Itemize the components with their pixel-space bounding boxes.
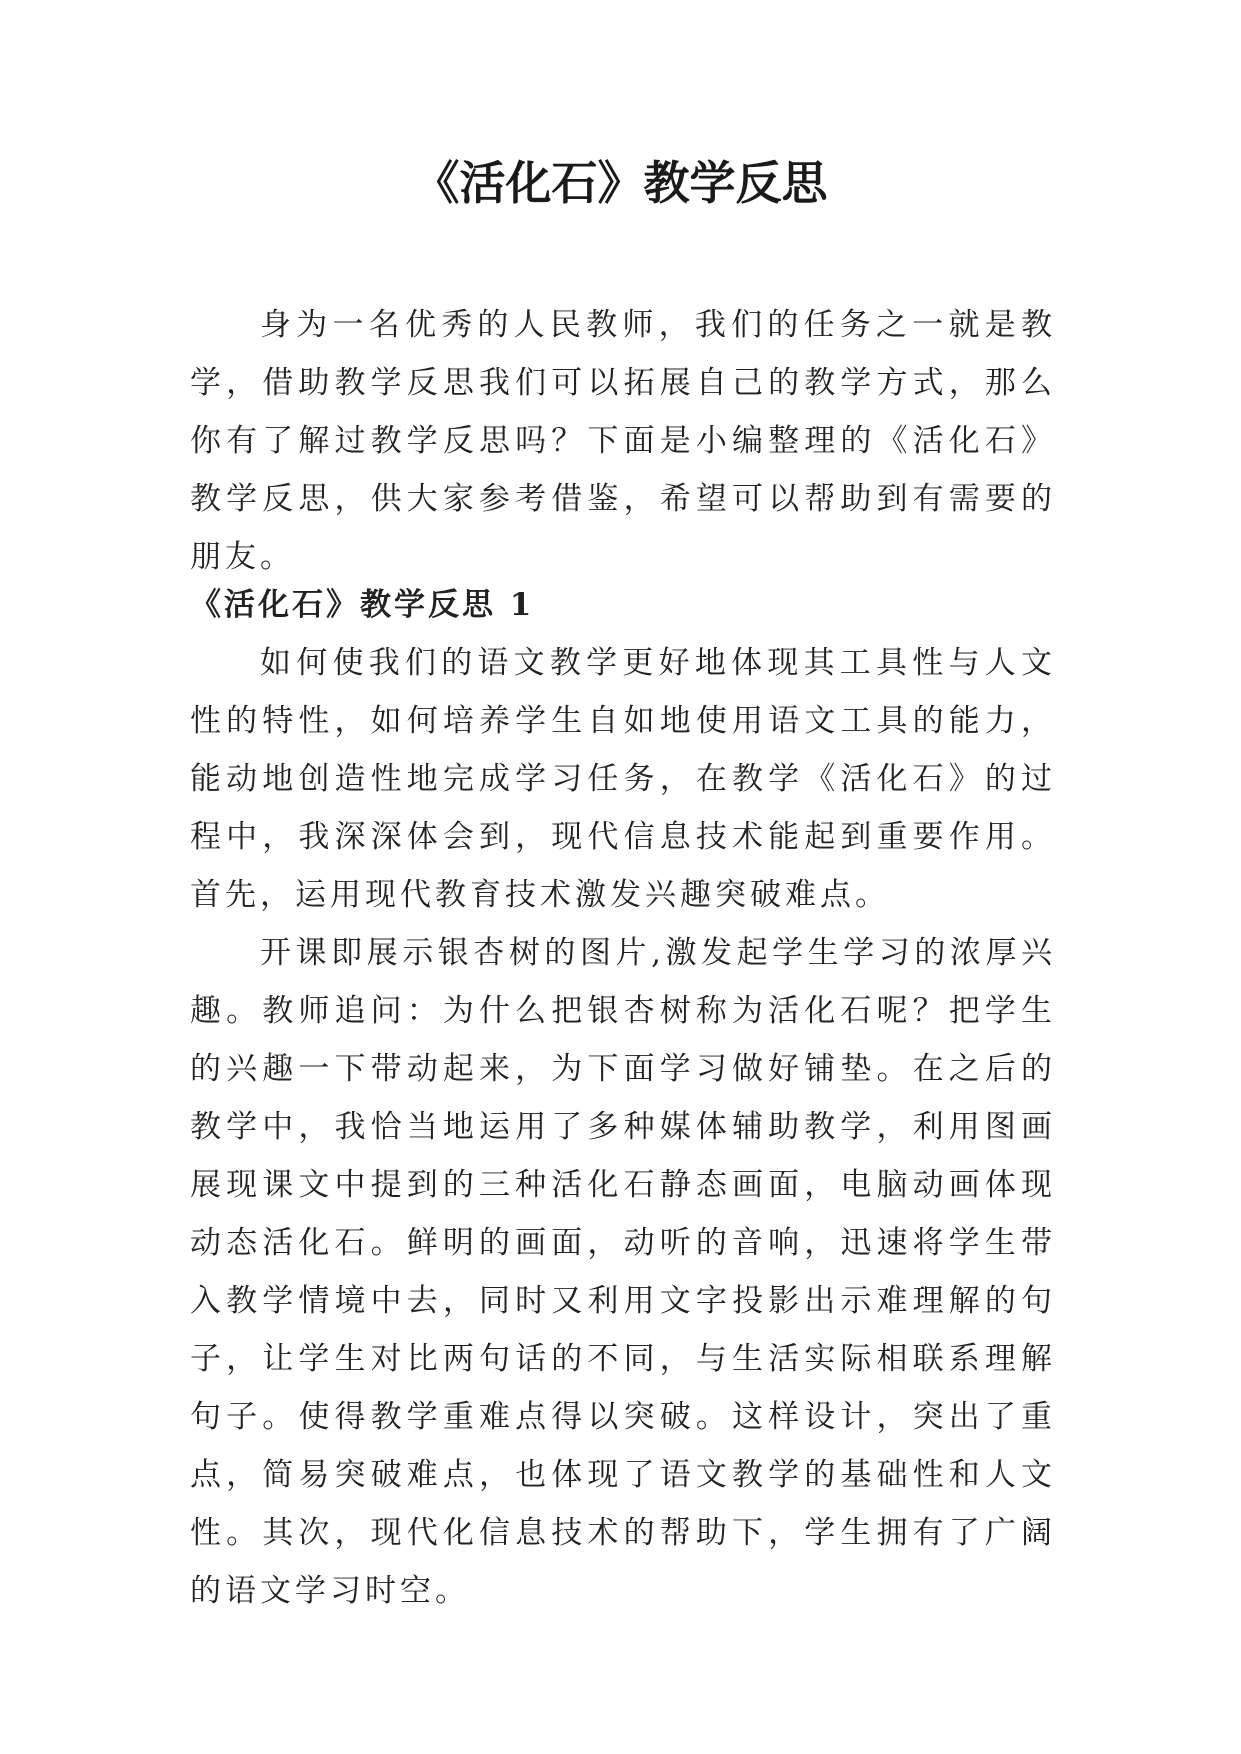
- section-paragraph-1: 如何使我们的语文教学更好地体现其工具性与人文性的特性，如何培养学生自如地使用语文工具的能力，能动地创造性地完成学习任务，在教学《活化石》的过程中，我深深体会到，现代信息技术能起到重要作用。 首先，运用现代教育技术激发兴趣突破难点。: [190, 645, 1056, 913]
- section-paragraph-2: 开课即展示银杏树的图片,激发起学生学习的浓厚兴趣。教师追问：为什么把银杏树称为活化石呢？把学生的兴趣一下带动起来，为下面学习做好铺垫。在之后的教学中，我恰当地运用了多种媒体辅助教学，利用图画展现课文中提到的三种活化石静态画面，电脑动画体现动态活化石。鲜明的画面，动听的音响，迅速将学生带入教学情境中去，同时又利用文字投影出示难理解的句子，让学生对比两句话的不同，与生活实际相联系理解句子。使得教学重难点得以突破。这样设计，突出了重点，简易突破难点，也体现了语文教学的基础性和人文性。其次，现代化信息技术的帮助下，学生拥有了广阔的语文学习时空。: [190, 935, 1056, 1609]
- section-heading: 《活化石》教学反思 1: [190, 587, 535, 623]
- intro-paragraph: 身为一名优秀的人民教师，我们的任务之一就是教学，借助教学反思我们可以拓展自己的教学方式，那么你有了解过教学反思吗？下面是小编整理的《活化石》教学反思，供大家参考借鉴，希望可以帮助到有需要的朋友。: [190, 307, 1056, 575]
- document-title: 《活化石》教学反思: [413, 156, 828, 210]
